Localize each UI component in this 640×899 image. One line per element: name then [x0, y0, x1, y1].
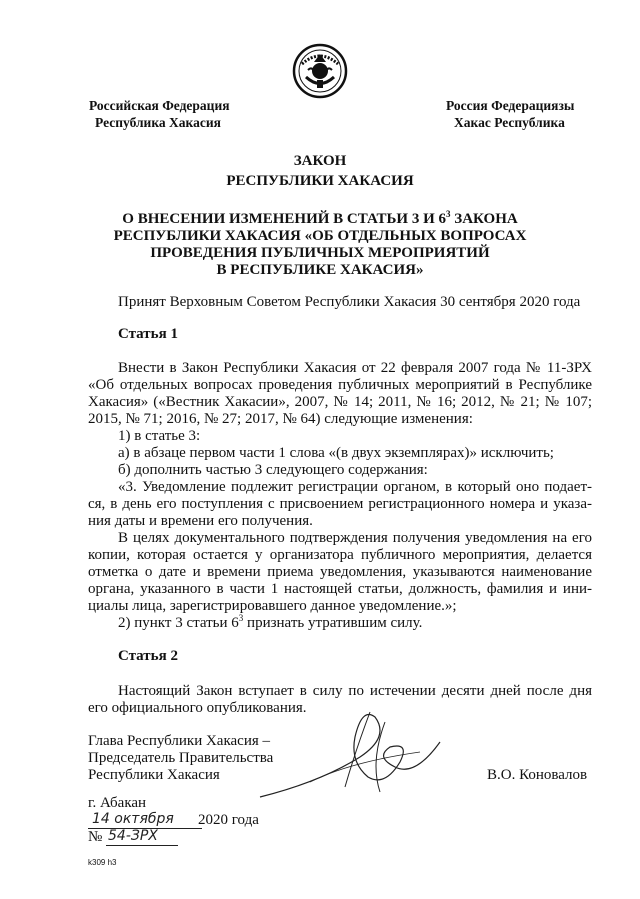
signatory-role-line3: Республики Хакасия: [88, 767, 220, 783]
article2-heading: Статья 2: [118, 648, 178, 664]
article1-item2: [118, 615, 422, 632]
handwritten-signature: [250, 702, 450, 802]
document-subtitle-line2: РЕСПУБЛИКИ ХАКАСИЯ «ОБ ОТДЕЛЬНЫХ ВОПРОСАХ: [113, 228, 527, 244]
adopted-statement: Принят Верховным Советом Республики Хакасия 30 сентября 2020 года: [118, 294, 581, 310]
header-right-line1: Россия Федерациязы: [446, 98, 575, 113]
article1-quote2-line4: органа, указанного в части 1 настоящей статьи, должность, фамилия и ини-: [88, 581, 592, 597]
footer-code: k309 h3: [88, 858, 117, 867]
header-left: [89, 97, 230, 131]
document-subtitle-line4: В РЕСПУБЛИКЕ ХАКАСИЯ»: [216, 262, 424, 278]
signatory-role-line2: Председатель Правительства: [88, 750, 274, 766]
article1-quote1-line1: «3. Уведомление подлежит регистрации органом, в который оно подает-: [118, 479, 592, 495]
footer-number-prefix: №: [88, 829, 103, 845]
signatory-name: В.О. Коновалов: [487, 767, 588, 783]
subtitle-line1-a: О ВНЕСЕНИИ ИЗМЕНЕНИЙ В СТАТЬИ 3 И 6: [122, 211, 447, 227]
header-right: [446, 97, 574, 131]
article1-quote1-line2: ся, в день его поступления с присвоением регистрационного номера и указа-: [88, 496, 592, 512]
document-title-line2: РЕСПУБЛИКИ ХАКАСИЯ: [226, 173, 414, 189]
article2-line1: Настоящий Закон вступает в силу по истечении десяти дней после дня: [118, 683, 592, 699]
article1-quote2-line2: копии, которая остается у организатора публичного мероприятия, делается: [88, 547, 592, 563]
article1-quote2-line5: циалы лица, зарегистрировавшего данное уведомление.»;: [88, 598, 457, 614]
article1-p1-line1: Внести в Закон Республики Хакасия от 22 февраля 2007 года № 11-ЗРХ: [118, 360, 592, 376]
footer-number: [88, 828, 208, 848]
article1-quote2-line1: В целях документального подтверждения получения уведомления на его: [118, 530, 592, 546]
article1-item1: 1) в статье 3:: [118, 428, 201, 444]
document-title-line1: ЗАКОН: [293, 153, 347, 169]
article1-item2-sup: 3: [238, 613, 244, 623]
footer-number-underline: [106, 845, 178, 846]
article1-heading: Статья 1: [118, 326, 178, 342]
signatory-role-line1: Глава Республики Хакасия –: [88, 733, 271, 749]
article1-quote2-line3: отметка о дате и времени приема уведомления, указываются наименование: [88, 564, 592, 580]
footer-date-suffix: 2020 года: [198, 812, 259, 828]
header-left-line2: Республика Хакасия: [95, 115, 221, 130]
footer-number-handwritten: 54-ЗРХ: [108, 828, 158, 844]
article1-item2-a: 2) пункт 3 статьи 6: [118, 615, 239, 631]
subtitle-line1-b: ЗАКОНА: [450, 211, 518, 227]
article1-p1-line4: 2015, № 71; 2016, № 27; 2017, № 64) следующие изменения:: [88, 411, 473, 427]
footer-city: г. Абакан: [88, 795, 147, 811]
footer-date-handwritten: 14 октября: [92, 811, 174, 827]
document-subtitle-line3: ПРОВЕДЕНИЯ ПУБЛИЧНЫХ МЕРОПРИЯТИЙ: [150, 245, 490, 261]
article1-p1-line2: «Об отдельных вопросах проведения публичных мероприятий в Республике: [88, 377, 592, 393]
coat-of-arms-emblem: [292, 42, 348, 100]
article1-quote1-line3: ния даты и времени его получения.: [88, 513, 313, 529]
article2-line2: его официального опубликования.: [88, 700, 307, 716]
article1-p1-line3: Хакасия» («Вестник Хакасии», 2007, № 14; 2011, № 16; 2012, № 21; № 107;: [88, 394, 592, 410]
header-left-line1: Российская Федерация: [89, 98, 230, 113]
header-right-line2: Хакас Республика: [454, 115, 565, 130]
article1-item2-b: признать утратившим силу.: [243, 615, 423, 631]
article1-item1b: б) дополнить частью 3 следующего содержания:: [118, 462, 428, 478]
subtitle-line1-sup: 3: [446, 209, 451, 219]
article1-item1a: а) в абзаце первом части 1 слова «(в двух экземплярах)» исключить;: [118, 445, 554, 461]
